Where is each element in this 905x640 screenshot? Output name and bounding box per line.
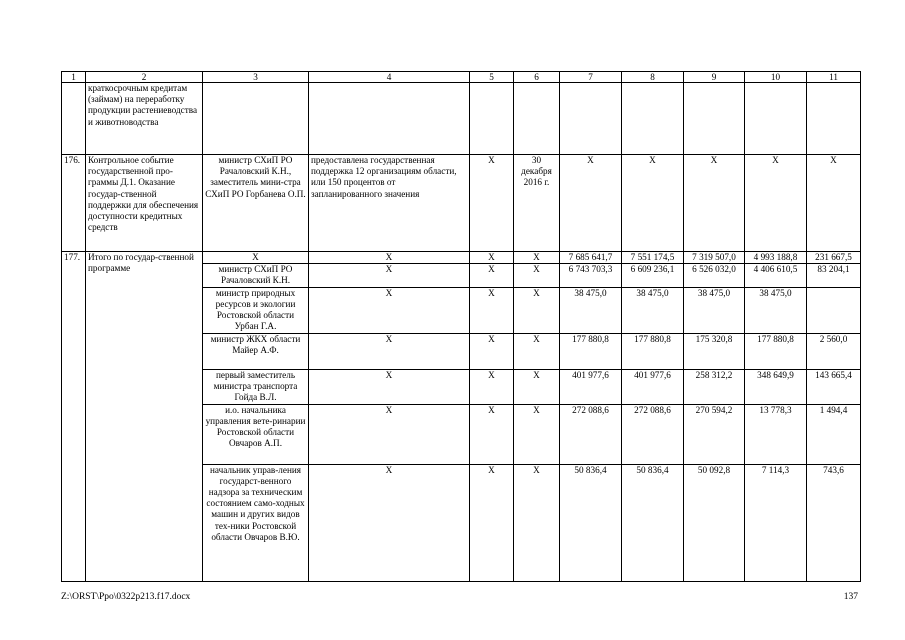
amount: 4 406 610,5 xyxy=(745,264,807,287)
amount: 7 319 507,0 xyxy=(684,252,745,264)
cell: Х xyxy=(622,155,684,252)
amount: 50 092,8 xyxy=(684,464,745,581)
cell: Х xyxy=(309,333,470,369)
col-header: 8 xyxy=(622,72,684,83)
cell: Х xyxy=(745,155,807,252)
cell: Х xyxy=(807,155,861,252)
responsible: первый заместитель министра транспорта Гойда В.Л. xyxy=(203,369,309,404)
row-cont-name: краткосрочным кредитам (займам) на переработку продукции растениеводства и животноводства xyxy=(86,83,203,155)
amount: 13 778,3 xyxy=(745,404,807,464)
cell: Х xyxy=(684,155,745,252)
cell: Х xyxy=(309,404,470,464)
cell: Х xyxy=(309,287,470,333)
cell: Х xyxy=(514,464,560,581)
amount: 272 088,6 xyxy=(560,404,622,464)
cell: Х xyxy=(470,333,514,369)
amount: 743,6 xyxy=(807,464,861,581)
amount: 143 665,4 xyxy=(807,369,861,404)
cell: Х xyxy=(470,252,514,264)
amount: 177 880,8 xyxy=(560,333,622,369)
amount: 177 880,8 xyxy=(622,333,684,369)
cell: Х xyxy=(514,252,560,264)
file-path: Z:\ORST\Ppo\0322p213.f17.docx xyxy=(61,592,191,602)
responsible: министр природных ресурсов и экологии Ростовской области Урбан Г.А. xyxy=(203,287,309,333)
responsible: министр ЖКХ области Майер А.Ф. xyxy=(203,333,309,369)
col-header: 7 xyxy=(560,72,622,83)
amount: 348 649,9 xyxy=(745,369,807,404)
amount: 38 475,0 xyxy=(622,287,684,333)
deadline: 30 декабря 2016 г. xyxy=(514,155,560,252)
table-row-176 xyxy=(62,155,861,252)
cell: Х xyxy=(470,404,514,464)
column-number-row xyxy=(62,72,861,83)
cell: Х xyxy=(470,464,514,581)
amount: 1 494,4 xyxy=(807,404,861,464)
col-header: 1 xyxy=(62,72,86,83)
amount: 6 743 703,3 xyxy=(560,264,622,287)
amount: 7 551 174,5 xyxy=(622,252,684,264)
page-number: 137 xyxy=(843,592,858,602)
cell: Х xyxy=(470,369,514,404)
col-header: 6 xyxy=(514,72,560,83)
col-header: 5 xyxy=(470,72,514,83)
amount: 7 114,3 xyxy=(745,464,807,581)
amount: 401 977,6 xyxy=(622,369,684,404)
cell: Х xyxy=(514,287,560,333)
amount: 83 204,1 xyxy=(807,264,861,287)
cell: Х xyxy=(560,155,622,252)
amount: 50 836,4 xyxy=(560,464,622,581)
amount: 2 560,0 xyxy=(807,333,861,369)
cell: Х xyxy=(309,264,470,287)
responsible: министр СХиП РО Рачаловский К.Н. xyxy=(203,264,309,287)
cell: Х xyxy=(309,369,470,404)
amount: 6 609 236,1 xyxy=(622,264,684,287)
amount: 272 088,6 xyxy=(622,404,684,464)
col-header: 4 xyxy=(309,72,470,83)
table-row xyxy=(62,83,861,155)
amount: 401 977,6 xyxy=(560,369,622,404)
cell: Х xyxy=(309,464,470,581)
amount: 4 993 188,8 xyxy=(745,252,807,264)
responsible: начальник управ-ления государст-венного надзора за техническим состоянием само-ходных машин и других видов тех-ники Ростовской области Овчаров В.Ю. xyxy=(203,464,309,581)
amount: 38 475,0 xyxy=(560,287,622,333)
cell: Х xyxy=(514,404,560,464)
amount: 177 880,8 xyxy=(745,333,807,369)
col-header: 10 xyxy=(745,72,807,83)
col-header: 9 xyxy=(684,72,745,83)
col-header: 11 xyxy=(807,72,861,83)
cell: Х xyxy=(309,252,470,264)
amount: 6 526 032,0 xyxy=(684,264,745,287)
amount: 231 667,5 xyxy=(807,252,861,264)
amount: 38 475,0 xyxy=(684,287,745,333)
result: предоставлена государственная поддержка 12 организациям области, или 150 процентов от запланированного значения xyxy=(309,155,470,252)
responsible: министр СХиП РО Рачаловский К.Н., заместитель мини-стра СХиП РО Горбанева О.П. xyxy=(203,155,309,252)
responsible: и.о. начальника управления вете-ринарии Ростовской области Овчаров А.П. xyxy=(203,404,309,464)
cell: Х xyxy=(470,287,514,333)
cell: Х xyxy=(514,333,560,369)
document-page xyxy=(61,71,861,582)
cell: Х xyxy=(514,369,560,404)
table-row-177-total xyxy=(62,252,861,264)
amount: 175 320,8 xyxy=(684,333,745,369)
row-number: 177. xyxy=(62,252,86,582)
cell: Х xyxy=(470,264,514,287)
amount: 258 312,2 xyxy=(684,369,745,404)
total-name: Итого по государ-ственной программе xyxy=(86,252,203,582)
amount: 50 836,4 xyxy=(622,464,684,581)
row-number: 176. xyxy=(62,155,86,252)
event-name: Контрольное событие государственной про-граммы Д.1. Оказание государ-ственной поддержки для обеспечения доступности кредитных средств xyxy=(86,155,203,252)
amount: 7 685 641,7 xyxy=(560,252,622,264)
amount: 38 475,0 xyxy=(745,287,807,333)
col-header: 3 xyxy=(203,72,309,83)
program-table xyxy=(61,71,861,582)
cell: Х xyxy=(203,252,309,264)
col-header: 2 xyxy=(86,72,203,83)
cell: Х xyxy=(514,264,560,287)
amount xyxy=(807,287,861,333)
cell: Х xyxy=(470,155,514,252)
amount: 270 594,2 xyxy=(684,404,745,464)
